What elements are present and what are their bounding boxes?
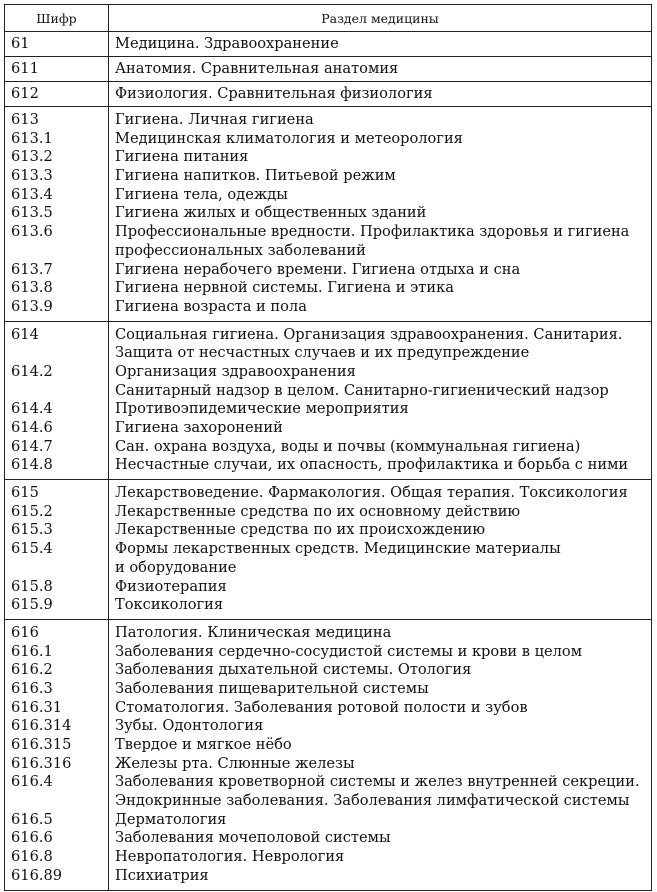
section-line: Физиотерапия xyxy=(115,577,227,595)
code-line: 612 xyxy=(11,84,39,102)
section-line: Гигиена тела, одежды xyxy=(115,185,288,203)
code-line: 61 xyxy=(11,34,30,52)
code-line: 616.5 xyxy=(11,810,53,828)
section-line: профессиональных заболеваний xyxy=(115,241,366,259)
section-cell xyxy=(109,107,652,322)
section-line: Гигиена питания xyxy=(115,148,249,166)
section-line: Патология. Клиническая медицина xyxy=(115,623,392,641)
code-line: 614.2 xyxy=(11,362,53,380)
code-line: 613.8 xyxy=(11,279,53,297)
section-line: Физиология. Сравнительная физиология xyxy=(115,84,433,102)
code-line: 614.7 xyxy=(11,437,53,455)
section-line: Стоматология. Заболевания ротовой полости и зубов xyxy=(115,698,528,716)
section-line: Гигиена возраста и пола xyxy=(115,297,307,315)
code-line: 615.2 xyxy=(11,502,53,520)
udc-medicine-table xyxy=(4,4,652,891)
section-line: Дерматология xyxy=(115,810,227,828)
code-line: 616.6 xyxy=(11,829,53,847)
code-line: 613.4 xyxy=(11,185,53,203)
code-line: 615.9 xyxy=(11,596,53,614)
code-cell xyxy=(5,107,109,322)
section-line: Твердое и мягкое нёбо xyxy=(115,736,292,753)
section-line: Невропатология. Неврология xyxy=(115,848,345,866)
section-cell xyxy=(109,82,652,107)
section-line: Железы рта. Слюнные железы xyxy=(115,754,355,772)
section-line: Заболевания дыхательной системы. Отология xyxy=(115,661,472,679)
code-line xyxy=(11,344,102,363)
table-row xyxy=(5,107,652,322)
code-line: 613.3 xyxy=(11,167,53,185)
section-line: Анатомия. Сравнительная анатомия xyxy=(115,59,399,77)
code-line: 614 xyxy=(11,325,39,343)
section-line: Заболевания кроветворной системы и желез внутренней секреции. xyxy=(115,773,640,791)
section-line: Защита от несчастных случаев и их предупреждение xyxy=(115,344,530,362)
code-cell xyxy=(5,321,109,480)
code-line: 616.314 xyxy=(11,717,72,735)
table-row xyxy=(5,32,652,57)
section-line: Социальная гигиена. Организация здравоохранения. Санитария. xyxy=(115,325,623,343)
section-line: Гигиена жилых и общественных зданий xyxy=(115,204,427,222)
section-line: Несчастные случаи, их опасность, профилактика и борьба с ними xyxy=(115,456,629,474)
code-line: 613.6 xyxy=(11,223,53,241)
section-line: Токсикология xyxy=(115,596,224,614)
code-line: 616.89 xyxy=(11,866,63,884)
section-line: Гигиена захоронений xyxy=(115,419,283,436)
section-line: Профессиональные вредности. Профилактика здоровья и гигиена xyxy=(115,223,630,241)
section-line: Медицинская климатология и метеорология xyxy=(115,129,463,147)
code-line: 614.6 xyxy=(11,419,53,436)
code-line: 616.2 xyxy=(11,661,53,679)
code-line: 614.4 xyxy=(11,400,53,418)
code-cell xyxy=(5,32,109,57)
section-cell xyxy=(109,57,652,82)
code-line xyxy=(11,242,102,261)
section-line: Санитарный надзор в целом. Санитарно-гигиенический надзор xyxy=(115,381,609,399)
code-line: 611 xyxy=(11,59,39,77)
code-cell xyxy=(5,619,109,890)
section-line: Гигиена нерабочего времени. Гигиена отдыха и сна xyxy=(115,260,521,278)
section-line: Медицина. Здравоохранение xyxy=(115,34,339,52)
code-line: 616 xyxy=(11,623,39,641)
code-line: 613.9 xyxy=(11,297,53,315)
code-line xyxy=(11,792,102,811)
code-line: 616.4 xyxy=(11,773,53,791)
code-line: 616.1 xyxy=(11,642,53,660)
section-line: Заболевания сердечно-сосудистой системы и крови в целом xyxy=(115,642,583,660)
section-line: Зубы. Одонтология xyxy=(115,717,264,735)
section-line: Лекарствоведение. Фармакология. Общая терапия. Токсикология xyxy=(115,484,628,502)
code-cell xyxy=(5,57,109,82)
section-cell xyxy=(109,32,652,57)
section-line: Лекарственные средства по их основному действию xyxy=(115,502,521,520)
code-line: 615 xyxy=(11,484,39,502)
section-line: Формы лекарственных средств. Медицинские материалы xyxy=(115,540,561,558)
code-line: 615.3 xyxy=(11,521,53,539)
code-line: 613.2 xyxy=(11,148,53,166)
section-line: Противоэпидемические мероприятия xyxy=(115,400,409,418)
section-line: Лекарственные средства по их происхождению xyxy=(115,521,486,539)
section-line: и оборудование xyxy=(115,558,237,576)
code-cell xyxy=(5,480,109,620)
section-line: Эндокринные заболевания. Заболевания лимфатической системы xyxy=(115,792,630,810)
section-cell xyxy=(109,480,652,620)
code-line: 615.4 xyxy=(11,540,53,558)
section-cell xyxy=(109,321,652,480)
section-cell xyxy=(109,619,652,890)
code-line xyxy=(11,559,102,578)
table-row xyxy=(5,82,652,107)
code-line xyxy=(11,382,102,401)
code-line: 616.316 xyxy=(11,754,72,772)
table-row xyxy=(5,321,652,480)
header-row xyxy=(5,5,652,32)
section-line: Гигиена напитков. Питьевой режим xyxy=(115,167,396,185)
code-cell xyxy=(5,82,109,107)
code-line: 614.8 xyxy=(11,456,53,474)
section-line: Гигиена нервной системы. Гигиена и этика xyxy=(115,279,454,297)
code-line: 616.3 xyxy=(11,679,53,697)
table-row xyxy=(5,480,652,620)
table-row xyxy=(5,619,652,890)
code-line: 615.8 xyxy=(11,577,53,595)
section-line: Сан. охрана воздуха, воды и почвы (коммунальная гигиена) xyxy=(115,437,581,455)
code-line: 613 xyxy=(11,111,39,128)
section-line: Психиатрия xyxy=(115,866,209,884)
code-line: 616.315 xyxy=(11,736,72,753)
section-line: Заболевания мочеполовой системы xyxy=(115,829,391,847)
section-line: Заболевания пищеварительной системы xyxy=(115,679,429,697)
code-line: 616.31 xyxy=(11,698,63,716)
table-row xyxy=(5,57,652,82)
section-line: Гигиена. Личная гигиена xyxy=(115,111,314,128)
section-line: Организация здравоохранения xyxy=(115,362,356,380)
code-line: 613.5 xyxy=(11,204,53,222)
code-line: 613.7 xyxy=(11,260,53,278)
code-line: 616.8 xyxy=(11,848,53,866)
header-code: Шифр xyxy=(5,5,109,32)
code-line: 613.1 xyxy=(11,129,53,147)
header-section: Раздел медицины xyxy=(109,5,652,32)
